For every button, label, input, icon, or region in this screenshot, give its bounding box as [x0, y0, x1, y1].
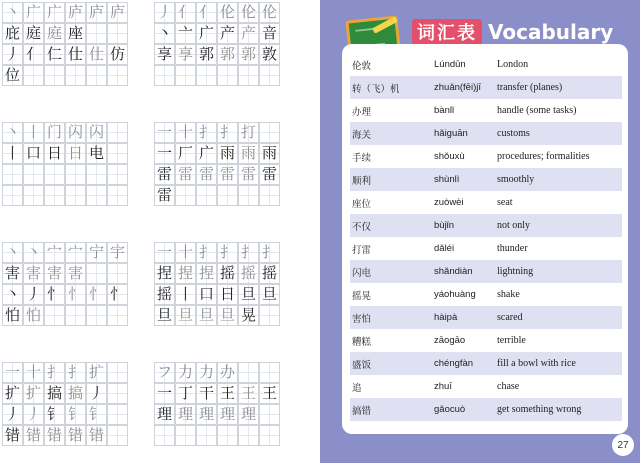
page-title [412, 18, 613, 46]
vocab-chinese: 办理 [352, 106, 372, 118]
practice-cell: 闪 [86, 122, 107, 143]
practice-cell: 雷 [217, 164, 238, 185]
practice-cell: 亻 [196, 2, 217, 23]
vocab-pinyin: chéngfàn [434, 358, 474, 369]
practice-cell: 错 [2, 425, 23, 446]
vocab-english: thunder [497, 243, 528, 254]
practice-cell: 扌 [259, 242, 280, 263]
practice-cell: 丶 [2, 122, 23, 143]
vocabulary-row [350, 283, 622, 306]
practice-cell: 敦 [259, 44, 280, 65]
practice-cell: 扩 [2, 383, 23, 404]
practice-cell: 郭 [217, 44, 238, 65]
practice-cell [107, 65, 128, 86]
practice-cell: 位 [2, 65, 23, 86]
practice-cell: 害 [44, 263, 65, 284]
practice-block [3, 243, 129, 327]
practice-cell: 郭 [238, 44, 259, 65]
practice-cell [175, 425, 196, 446]
practice-cell: 丶 [2, 2, 23, 23]
practice-cell: 一 [154, 383, 175, 404]
practice-cell: 仕 [65, 44, 86, 65]
practice-cell: 旦 [175, 305, 196, 326]
practice-cell [175, 65, 196, 86]
practice-cell: 丶 [2, 242, 23, 263]
practice-cell: 仿 [107, 44, 128, 65]
practice-cell [196, 425, 217, 446]
vocabulary-row [350, 145, 622, 168]
practice-cell: 扌 [65, 362, 86, 383]
practice-cell: 丁 [175, 383, 196, 404]
practice-cell: 广 [196, 23, 217, 44]
practice-cell [107, 164, 128, 185]
practice-cell [44, 164, 65, 185]
practice-cell: 座 [65, 23, 86, 44]
vocab-english: transfer (planes) [497, 82, 563, 93]
practice-cell [23, 185, 44, 206]
practice-cell: 旦 [259, 284, 280, 305]
practice-cell [238, 425, 259, 446]
vocab-pinyin: hǎiguān [434, 128, 468, 139]
practice-cell: 宀 [44, 242, 65, 263]
practice-cell: 雷 [175, 164, 196, 185]
vocab-pinyin: bùjǐn [434, 220, 455, 231]
vocabulary-row [350, 122, 622, 145]
practice-cell: 摇 [259, 263, 280, 284]
vocabulary-row [350, 76, 622, 99]
practice-cell [86, 305, 107, 326]
practice-cell: 产 [217, 23, 238, 44]
practice-cell: 伦 [238, 2, 259, 23]
practice-cell [196, 185, 217, 206]
practice-cell: 扩 [23, 383, 44, 404]
practice-cell: 扌 [217, 122, 238, 143]
vocab-pinyin: Lúndūn [434, 59, 466, 70]
practice-cell: 理 [175, 404, 196, 425]
practice-cell: 扌 [196, 122, 217, 143]
practice-cell: 害 [65, 263, 86, 284]
practice-cell [86, 23, 107, 44]
practice-block [3, 123, 129, 207]
practice-cell: 一 [154, 122, 175, 143]
practice-cell: 日 [217, 284, 238, 305]
vocab-english: lightning [497, 266, 534, 277]
practice-cell [107, 425, 128, 446]
practice-cell: 错 [23, 425, 44, 446]
practice-cell: 扌 [238, 242, 259, 263]
practice-cell: 捏 [154, 263, 175, 284]
practice-cell: 丿 [23, 284, 44, 305]
vocab-pinyin: shǒuxù [434, 151, 465, 162]
vocabulary-row [350, 306, 622, 329]
practice-cell [44, 305, 65, 326]
practice-cell: 雨 [238, 143, 259, 164]
practice-cell: 丶 [154, 23, 175, 44]
vocab-english: handle (some tasks) [497, 105, 577, 116]
practice-cell: 丶 [2, 284, 23, 305]
practice-cell [86, 164, 107, 185]
practice-cell: 享 [175, 44, 196, 65]
practice-cell [107, 185, 128, 206]
practice-cell: フ [154, 362, 175, 383]
practice-cell: 摇 [238, 263, 259, 284]
practice-cell: 力 [175, 362, 196, 383]
vocab-chinese: 害怕 [352, 313, 372, 325]
practice-cell: 一 [2, 362, 23, 383]
practice-cell: 错 [44, 425, 65, 446]
practice-block [3, 3, 129, 87]
practice-cell [259, 404, 280, 425]
vocab-english: customs [497, 128, 530, 139]
practice-cell: 享 [154, 44, 175, 65]
vocab-english: get something wrong [497, 404, 582, 415]
practice-cell: 晃 [238, 305, 259, 326]
practice-cell [2, 185, 23, 206]
practice-cell: 钅 [65, 404, 86, 425]
practice-cell [238, 185, 259, 206]
practice-cell [23, 65, 44, 86]
practice-cell: 摇 [154, 284, 175, 305]
vocabulary-row [350, 191, 622, 214]
practice-block [155, 123, 281, 207]
practice-cell: 雷 [154, 164, 175, 185]
practice-cell [2, 164, 23, 185]
practice-cell [107, 305, 128, 326]
practice-cell [107, 362, 128, 383]
practice-cell: 庐 [65, 2, 86, 23]
practice-cell: 丿 [2, 44, 23, 65]
vocab-pinyin: shǎndiàn [434, 266, 473, 277]
practice-cell [65, 65, 86, 86]
vocabulary-row [350, 329, 622, 352]
practice-cell: 仕 [86, 44, 107, 65]
practice-cell: 日 [44, 143, 65, 164]
practice-cell: 广 [23, 2, 44, 23]
practice-cell [86, 65, 107, 86]
vocab-english: London [497, 59, 529, 70]
practice-cell [44, 185, 65, 206]
practice-cell: 十 [175, 122, 196, 143]
practice-cell [217, 425, 238, 446]
vocab-chinese: 转（飞）机 [352, 83, 400, 95]
practice-cell [259, 122, 280, 143]
practice-cell: 十 [23, 362, 44, 383]
practice-cell [44, 65, 65, 86]
vocabulary-row [350, 53, 622, 76]
practice-cell [154, 65, 175, 86]
practice-cell [217, 65, 238, 86]
practice-cell: 雷 [154, 185, 175, 206]
vocabulary-row [350, 398, 622, 421]
practice-cell: 旦 [196, 305, 217, 326]
vocab-chinese: 糟糕 [352, 336, 372, 348]
practice-cell [107, 122, 128, 143]
practice-cell: 雨 [259, 143, 280, 164]
practice-cell: 产 [238, 23, 259, 44]
vocab-pinyin: hàipà [434, 312, 458, 323]
vocabulary-row [350, 260, 622, 283]
practice-cell: 王 [217, 383, 238, 404]
vocab-english: fill a bowl with rice [497, 358, 576, 369]
practice-cell: 宀 [65, 242, 86, 263]
vocab-chinese: 手续 [352, 152, 372, 164]
practice-cell [86, 263, 107, 284]
vocab-chinese: 不仅 [352, 221, 372, 233]
practice-cell [154, 425, 175, 446]
practice-block [155, 363, 281, 447]
vocab-chinese: 打雷 [352, 244, 372, 256]
practice-cell: 丿 [154, 2, 175, 23]
vocab-english: chase [497, 381, 520, 392]
vocabulary-row [350, 99, 622, 122]
practice-cell: 一 [154, 143, 175, 164]
practice-cell: 仁 [44, 44, 65, 65]
practice-cell: 王 [259, 383, 280, 404]
practice-cell: 办 [217, 362, 238, 383]
practice-cell [175, 185, 196, 206]
practice-cell: 丿 [23, 404, 44, 425]
practice-cell: 丨 [23, 122, 44, 143]
practice-cell: 雨 [217, 143, 238, 164]
practice-cell: 错 [65, 425, 86, 446]
practice-cell: 错 [86, 425, 107, 446]
practice-cell: 十 [175, 242, 196, 263]
practice-cell: 忄 [107, 284, 128, 305]
vocabulary-row [350, 375, 622, 398]
practice-cell: 口 [23, 143, 44, 164]
practice-cell: 丿 [2, 404, 23, 425]
vocab-pinyin: dǎléi [434, 243, 455, 254]
practice-cell [259, 185, 280, 206]
practice-cell: 亻 [175, 2, 196, 23]
practice-cell [23, 164, 44, 185]
practice-cell: 日 [65, 143, 86, 164]
practice-cell [86, 185, 107, 206]
practice-cell: 摇 [217, 263, 238, 284]
practice-cell: 庇 [2, 23, 23, 44]
practice-cell [107, 404, 128, 425]
practice-block [155, 243, 281, 327]
vocab-english: procedures; formalities [497, 151, 590, 162]
practice-cell: 雷 [259, 164, 280, 185]
practice-cell [217, 185, 238, 206]
practice-cell: 伦 [217, 2, 238, 23]
vocab-chinese: 追 [352, 382, 362, 394]
practice-cell: 丿 [86, 383, 107, 404]
vocab-english: not only [497, 220, 531, 231]
page-number: 27 [612, 434, 634, 456]
practice-cell [196, 65, 217, 86]
practice-cell [259, 305, 280, 326]
practice-cell [107, 383, 128, 404]
vocab-english: seat [497, 197, 513, 208]
vocab-english: scared [497, 312, 523, 323]
practice-cell: 郭 [196, 44, 217, 65]
practice-cell [107, 23, 128, 44]
practice-cell: 扩 [86, 362, 107, 383]
practice-cell: 庭 [44, 23, 65, 44]
practice-cell: 宇 [107, 242, 128, 263]
practice-cell: 怕 [2, 305, 23, 326]
practice-cell: 干 [196, 383, 217, 404]
vocab-pinyin: zāogāo [434, 335, 466, 346]
vocab-pinyin: bànlǐ [434, 105, 455, 116]
practice-cell: 力 [196, 362, 217, 383]
practice-cell [238, 362, 259, 383]
practice-cell [107, 143, 128, 164]
practice-cell: 打 [238, 122, 259, 143]
practice-cell: 亻 [23, 44, 44, 65]
vocab-pinyin: zhuǎn(fēi)jī [434, 82, 481, 93]
practice-cell: 口 [196, 284, 217, 305]
vocab-english: shake [497, 289, 520, 300]
practice-cell [238, 65, 259, 86]
practice-cell: 捏 [196, 263, 217, 284]
practice-cell: 忄 [44, 284, 65, 305]
practice-cell: 厂 [175, 143, 196, 164]
practice-cell: 丨 [175, 284, 196, 305]
practice-cell: 伦 [259, 2, 280, 23]
practice-cell: 旦 [154, 305, 175, 326]
practice-cell: 宁 [86, 242, 107, 263]
practice-cell: 雷 [196, 164, 217, 185]
practice-cell [107, 263, 128, 284]
practice-cell: 庐 [86, 2, 107, 23]
vocab-pinyin: yáohuàng [434, 289, 476, 300]
practice-cell: 王 [238, 383, 259, 404]
practice-cell [259, 425, 280, 446]
practice-cell: 广 [196, 143, 217, 164]
practice-cell: 门 [44, 122, 65, 143]
vocabulary-row [350, 168, 622, 191]
vocab-pinyin: shùnlì [434, 174, 460, 185]
practice-cell: 庐 [107, 2, 128, 23]
practice-cell: 怕 [23, 305, 44, 326]
practice-cell: 钅 [86, 404, 107, 425]
vocab-chinese: 搞错 [352, 405, 372, 417]
practice-cell: 旦 [238, 284, 259, 305]
practice-cell: 搞 [65, 383, 86, 404]
practice-cell: 理 [196, 404, 217, 425]
practice-cell: 亠 [175, 23, 196, 44]
practice-cell: 理 [217, 404, 238, 425]
practice-cell: 电 [86, 143, 107, 164]
practice-cell: 广 [44, 2, 65, 23]
vocabulary-row [350, 237, 622, 260]
vocab-english: smoothly [497, 174, 535, 185]
title-chinese: 词汇表 [412, 19, 482, 45]
vocabulary-row [350, 214, 622, 237]
practice-cell: 忄 [65, 284, 86, 305]
vocabulary-table [342, 44, 628, 434]
practice-cell: 捏 [175, 263, 196, 284]
practice-cell [259, 362, 280, 383]
vocab-chinese: 摇晃 [352, 290, 372, 302]
practice-cell: 搞 [44, 383, 65, 404]
vocab-chinese: 海关 [352, 129, 372, 141]
practice-cell: 闪 [65, 122, 86, 143]
vocabulary-row [350, 352, 622, 375]
practice-cell: 扌 [44, 362, 65, 383]
title-english: Vocabulary [488, 20, 614, 44]
practice-cell: 丨 [2, 143, 23, 164]
practice-cell: 害 [2, 263, 23, 284]
practice-cell [65, 164, 86, 185]
practice-cell [65, 305, 86, 326]
practice-cell: 庭 [23, 23, 44, 44]
practice-cell: 雷 [238, 164, 259, 185]
practice-cell: 一 [154, 242, 175, 263]
vocabulary-page [320, 0, 640, 463]
vocab-pinyin: gǎocuò [434, 404, 466, 415]
practice-block [3, 363, 129, 447]
practice-cell [65, 185, 86, 206]
practice-cell: 音 [259, 23, 280, 44]
vocab-chinese: 座位 [352, 198, 372, 210]
vocab-pinyin: zhuī [434, 381, 452, 392]
vocab-chinese: 顺利 [352, 175, 372, 187]
practice-cell: 理 [154, 404, 175, 425]
practice-cell: 扌 [217, 242, 238, 263]
vocab-chinese: 闪电 [352, 267, 372, 279]
practice-cell: 理 [238, 404, 259, 425]
practice-cell: 害 [23, 263, 44, 284]
practice-cell: 忄 [86, 284, 107, 305]
practice-cell: 扌 [196, 242, 217, 263]
vocab-chinese: 伦敦 [352, 60, 372, 72]
practice-cell: 钅 [44, 404, 65, 425]
practice-cell: 丶 [23, 242, 44, 263]
vocab-english: terrible [497, 335, 526, 346]
practice-cell: 旦 [217, 305, 238, 326]
practice-cell [259, 65, 280, 86]
practice-block [155, 3, 281, 87]
vocab-chinese: 盛饭 [352, 359, 372, 371]
vocab-pinyin: zuòwèi [434, 197, 464, 208]
